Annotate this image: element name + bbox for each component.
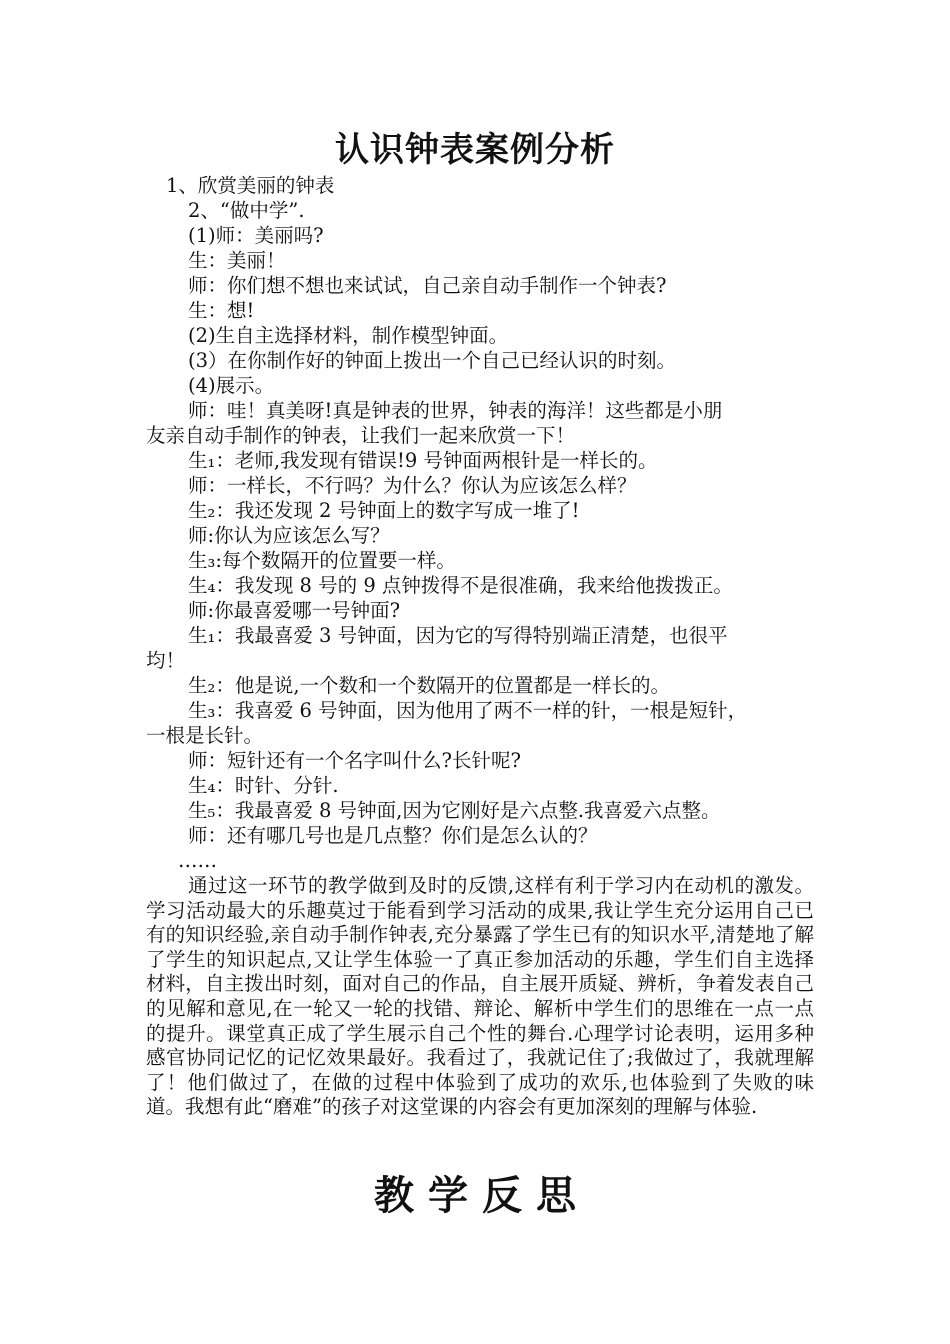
dialogue-line: 师：你们想不想也来试试，自己亲自动手制作一个钟表? bbox=[188, 274, 667, 297]
analysis-text: 通过这一环节的教学做到及时的反馈,这样有利于学习内在动机的激发。学习活动最大的乐趣莫过于能看到学习活动的成果,我让学生充分运用自己已有的知识经验,亲自动手制作钟表,充分暴露了学生已有的知识水平,清楚地了解了学生的知识起点,又让学生体验一了真正参加活动的乐趣，学生们自主选择材料，自主拨出时刻，面对自己的作品，自主展开质疑、辨析，争着发表自己的见解和意见,在一轮又一轮的找错、辩论、解析中学生们的思维在一点一点的提升。课堂真正成了学生展示自己个性的舞台.心理学讨论表明，运用多种感官协同记忆的记忆效果最好。我看过了，我就记住了;我做过了，我就理解了！他们做过了，在做的过程中体验到了成功的欢乐,也体验到了失败的味道。我想有此“磨难”的孩子对这堂课的内容会有更加深刻的理解与体验. bbox=[146, 874, 814, 1119]
dialogue-line: 生₂：他是说,一个数和一个数隔开的位置都是一样长的。 bbox=[188, 674, 671, 697]
dialogue-line: 生₄：时针、分针. bbox=[188, 774, 339, 797]
dialogue-line: 生：美丽！ bbox=[188, 249, 286, 272]
dialogue-line: 师：短针还有一个名字叫什么?长针呢? bbox=[188, 749, 521, 772]
dialogue-line-continued: 一根是长针。 bbox=[146, 724, 264, 747]
reflection-heading: 教学反思 bbox=[374, 1172, 590, 1219]
analysis-paragraph bbox=[146, 874, 814, 1120]
dialogue-line: (1)师：美丽吗? bbox=[188, 224, 324, 247]
dialogue-line: 生₄：我发现 8 号的 9 点钟拨得不是很准确，我来给他拨拨正。 bbox=[188, 574, 733, 597]
dialogue-line: 生₂：我还发现 2 号钟面上的数字写成一堆了! bbox=[188, 499, 580, 522]
dialogue-line: 师：一样长，不行吗？为什么？你认为应该怎么样？ bbox=[188, 474, 637, 497]
document-title: 认识钟表案例分析 bbox=[335, 130, 615, 170]
dialogue-line: 生：想! bbox=[188, 299, 255, 322]
dialogue-line: 生₁：我最喜爱 3 号钟面，因为它的写得特别端正清楚，也很平 bbox=[188, 624, 728, 647]
step-line: (2)生自主选择材料，制作模型钟面。 bbox=[188, 324, 509, 347]
dialogue-line: 师：哇！真美呀!真是钟表的世界，钟表的海洋！这些都是小朋 bbox=[188, 399, 723, 422]
dialogue-line: 生₁：老师,我发现有错误!9 号钟面两根针是一样长的。 bbox=[188, 449, 658, 472]
step-line: (3）在你制作好的钟面上拨出一个自己已经认识的时刻。 bbox=[188, 349, 677, 372]
section-heading-1: 1、欣赏美丽的钟表 bbox=[166, 174, 335, 197]
dialogue-line: 生₃:每个数隔开的位置要一样。 bbox=[188, 549, 456, 572]
dialogue-line: 生₅：我最喜爱 8 号钟面,因为它刚好是六点整.我喜爱六点整。 bbox=[188, 799, 721, 822]
dialogue-line: 师：还有哪几号也是几点整？你们是怎么认的？ bbox=[188, 824, 598, 847]
section-heading-2: 2、“做中学”. bbox=[188, 199, 305, 222]
dialogue-line-continued: 友亲自动手制作的钟表，让我们一起来欣赏一下！ bbox=[146, 424, 576, 447]
dialogue-line: 师:你认为应该怎么写？ bbox=[188, 524, 390, 547]
step-line: (4)展示。 bbox=[188, 374, 275, 397]
ellipsis: …… bbox=[178, 849, 217, 872]
dialogue-line-continued: 均！ bbox=[146, 649, 186, 672]
dialogue-line: 生₃：我喜爱 6 号钟面，因为他用了两不一样的针，一根是短针， bbox=[188, 699, 748, 722]
dialogue-line: 师:你最喜爱哪一号钟面? bbox=[188, 599, 401, 622]
